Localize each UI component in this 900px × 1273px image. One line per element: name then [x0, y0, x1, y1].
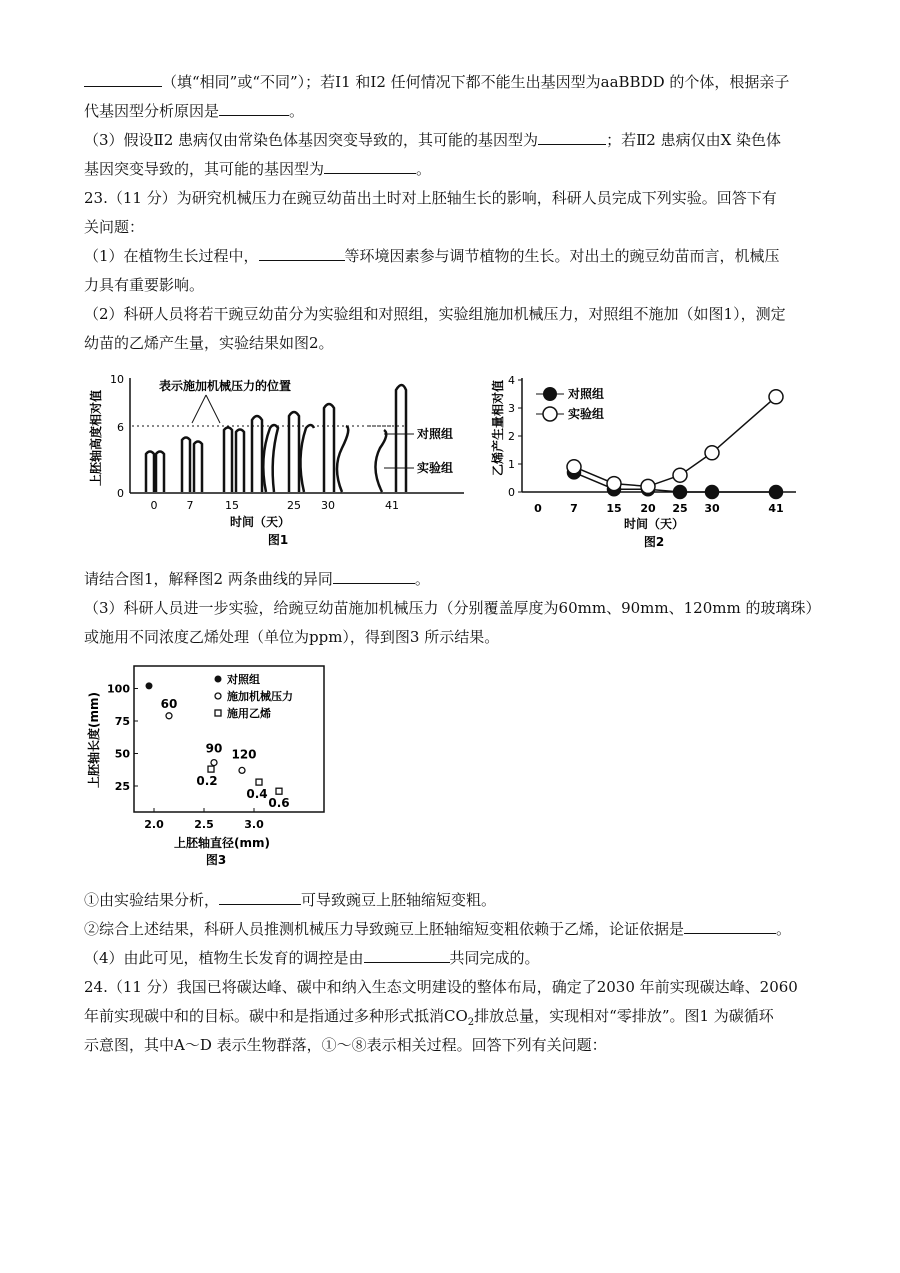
fig2-point-exp — [769, 390, 783, 404]
fig2-xtick-label: 20 — [640, 502, 656, 515]
legend-marker-exp — [543, 407, 557, 421]
question-23-stem: 23.（11 分）为研究机械压力在豌豆幼苗出土时对上胚轴生长的影响，科研人员完成下列实验。回答下有 — [84, 189, 777, 207]
line-text: 年前实现碳中和的目标。碳中和是指通过多种形式抵消CO — [84, 1007, 468, 1025]
fig3-point-label: 0.6 — [268, 796, 290, 811]
text-line-8: 力具有重要影响。 — [84, 276, 205, 294]
fig2-xtick-label: 15 — [606, 502, 622, 515]
fig3-frame — [134, 666, 324, 812]
text-line-12: （3）科研人员进一步实验，给豌豆幼苗施加机械压力（分别覆盖厚度为60mm、90mm、120mm 的玻璃珠） — [84, 599, 821, 617]
text-line-6: 关问题： — [84, 218, 145, 236]
line-text: 等环境因素参与调节植物的生长。对出土的豌豆幼苗而言，机械压 — [344, 247, 780, 265]
seedling-drawings — [146, 385, 406, 492]
text-line-11 — [84, 568, 430, 590]
fig2-ytick-label: 2 — [508, 430, 515, 443]
text-line-2 — [84, 100, 304, 122]
fig1-ytick: 0 — [117, 487, 124, 500]
text-line-7 — [84, 245, 780, 267]
answer-blank[interactable] — [259, 245, 345, 261]
fig1-xtick: 0 — [150, 499, 158, 512]
fig3-ylabel: 上胚轴长度(mm) — [87, 692, 101, 788]
answer-blank[interactable] — [538, 129, 606, 145]
fig2-ytick-label: 4 — [508, 374, 515, 387]
line-text: 请结合图1，解释图2 两条曲线的异同 — [84, 570, 333, 588]
fig3-point-label: 90 — [205, 741, 223, 756]
fig3-point-label: 60 — [160, 696, 178, 711]
fig3-ytick-label: 25 — [114, 780, 130, 793]
text-line-3 — [84, 129, 781, 151]
fig2-point-control — [674, 486, 687, 499]
fig1-xtick: 41 — [385, 499, 399, 512]
fig1-xtick: 25 — [287, 499, 301, 512]
legend-marker-ethylene — [215, 710, 221, 716]
fig1-xtick: 30 — [321, 499, 335, 512]
fig2-xlabel: 时间（天） — [623, 517, 685, 531]
fig2-xtick-label: 0 — [534, 502, 542, 515]
fig3-point-ethylene — [256, 779, 262, 785]
fig3-point-label: 0.4 — [246, 787, 268, 802]
line-text: （4）由此可见，植物生长发育的调控是由 — [84, 949, 364, 967]
figure-2-chart — [486, 368, 806, 558]
legend-label-control: 对照组 — [227, 673, 260, 686]
text-line-18 — [84, 1005, 774, 1034]
answer-blank[interactable] — [324, 158, 416, 174]
fig2-legend — [536, 386, 604, 421]
fig1-arrow — [192, 395, 206, 423]
fig2-point-exp — [607, 477, 621, 491]
line-text: ②综合上述结果，科研人员推测机械压力导致豌豆上胚轴缩短变粗依赖于乙烯，论证依据是 — [84, 920, 685, 938]
fig2-xtick-label: 30 — [704, 502, 720, 515]
fig3-ytick-label: 75 — [114, 715, 130, 728]
fig3-point-control — [146, 682, 153, 689]
fig3-xlabel: 上胚轴直径(mm) — [174, 836, 270, 850]
fig2-point-control — [706, 486, 719, 499]
text-line-10: 幼苗的乙烯产生量，实验结果如图2。 — [84, 334, 334, 352]
fig2-xtick-label: 41 — [768, 502, 784, 515]
answer-blank[interactable] — [684, 918, 776, 934]
fig2-xtick-label: 7 — [570, 502, 578, 515]
fig2-point-exp — [673, 468, 687, 482]
text-line-19: 示意图，其中A～D 表示生物群落，①～⑧表示相关过程。回答下列有关问题： — [84, 1036, 607, 1054]
fig2-point-control — [770, 486, 783, 499]
text-line-14 — [84, 889, 496, 911]
fig1-annotation: 表示施加机械压力的位置 — [159, 379, 292, 393]
fig1-ytick: 6 — [117, 421, 124, 434]
fig3-point-label: 0.2 — [196, 774, 218, 789]
line-text: （填“相同”或“不同”）；若I1 和I2 任何情况下都不能生出基因型为aaBBDD 的个体，根据亲子 — [162, 73, 790, 91]
fig3-xtick-label: 2.0 — [144, 818, 164, 831]
fig3-ytick-label: 100 — [107, 682, 130, 696]
answer-blank[interactable] — [219, 100, 289, 116]
line-text: 。 — [289, 102, 305, 120]
line-text: 共同完成的。 — [449, 949, 540, 967]
fig3-point-pressure — [211, 760, 217, 766]
legend-label-exp: 实验组 — [568, 407, 605, 421]
text-line-13: 或施用不同浓度乙烯处理（单位为ppm），得到图3 所示结果。 — [84, 628, 500, 646]
line-text: 。 — [414, 570, 430, 588]
fig2-caption: 图2 — [643, 535, 665, 549]
text-line-16 — [84, 947, 540, 969]
fig3-point-ethylene — [208, 766, 214, 772]
line-text: 。 — [776, 920, 792, 938]
text-line-4 — [84, 158, 431, 180]
fig3-caption: 图3 — [205, 853, 227, 867]
text-line-9: （2）科研人员将若干豌豆幼苗分为实验组和对照组，实验组施加机械压力，对照组不施加（如图1），测定 — [84, 305, 786, 323]
fig2-ytick-label: 0 — [508, 486, 515, 499]
fig2-xtick-label: 25 — [672, 502, 688, 515]
fig2-ytick-label: 1 — [508, 458, 515, 471]
answer-blank[interactable] — [333, 568, 415, 584]
fig1-xtick: 7 — [186, 499, 194, 512]
fig3-xtick-label: 3.0 — [244, 818, 264, 831]
figure-1 — [84, 368, 474, 558]
fig3-point-label: 120 — [231, 747, 257, 762]
fig1-ytick: 10 — [110, 373, 124, 386]
line-text: （1）在植物生长过程中， — [84, 247, 259, 265]
question-24-stem: 24.（11 分）我国已将碳达峰、碳中和纳入生态文明建设的整体布局，确定了2030 年前实现碳达峰、2060 — [84, 978, 798, 996]
line-text: 代基因型分析原因是 — [84, 102, 220, 120]
fig3-ytick-label: 50 — [114, 747, 130, 761]
answer-blank[interactable] — [364, 947, 450, 963]
fig1-ylabel: 上胚轴高度相对值 — [89, 389, 103, 487]
text-line-1 — [84, 71, 789, 93]
fig3-point-pressure — [166, 713, 172, 719]
subscript: 2 — [467, 1017, 475, 1028]
fig2-ylabel: 乙烯产生量相对值 — [491, 379, 505, 477]
answer-blank[interactable] — [219, 889, 301, 905]
text-line-15 — [84, 918, 791, 940]
legend-marker-control — [543, 387, 557, 401]
answer-blank[interactable] — [84, 71, 162, 87]
figure-3-chart — [84, 660, 344, 875]
legend-label-pressure: 施加机械压力 — [227, 690, 293, 703]
legend-label-ethylene: 施用乙烯 — [227, 707, 271, 720]
line-text: 排放总量，实现相对“零排放”。图1 为碳循环 — [474, 1007, 774, 1025]
line-text: （3）假设Ⅱ2 患病仅由常染色体基因突变导致的，其可能的基因型为 — [84, 131, 539, 149]
line-text: 。 — [416, 160, 432, 178]
fig3-legend — [215, 672, 294, 720]
fig2-point-exp — [641, 479, 655, 493]
fig2-ytick-label: 3 — [508, 402, 515, 415]
fig1-xtick: 15 — [225, 499, 239, 512]
line-text: 可导致豌豆上胚轴缩短变粗。 — [301, 891, 497, 909]
fig3-xtick-label: 2.5 — [194, 818, 214, 831]
fig2-point-exp — [705, 446, 719, 460]
fig1-xlabel: 时间（天） — [229, 515, 291, 529]
line-text: ；若Ⅱ2 患病仅由X 染色体 — [606, 131, 782, 149]
line-text: ①由实验结果分析， — [84, 891, 220, 909]
fig1-arrow — [206, 395, 220, 423]
fig2-point-exp — [567, 460, 581, 474]
legend-marker-pressure — [215, 693, 221, 699]
fig3-point-ethylene — [276, 788, 282, 794]
legend-marker-control — [215, 676, 222, 683]
fig3-point-pressure — [239, 767, 245, 773]
fig1-caption: 图1 — [267, 533, 289, 547]
fig1-label-control: 对照组 — [417, 427, 454, 441]
fig1-label-exp: 实验组 — [417, 461, 454, 475]
legend-label-control: 对照组 — [568, 387, 605, 401]
line-text: 基因突变导致的，其可能的基因型为 — [84, 160, 325, 178]
